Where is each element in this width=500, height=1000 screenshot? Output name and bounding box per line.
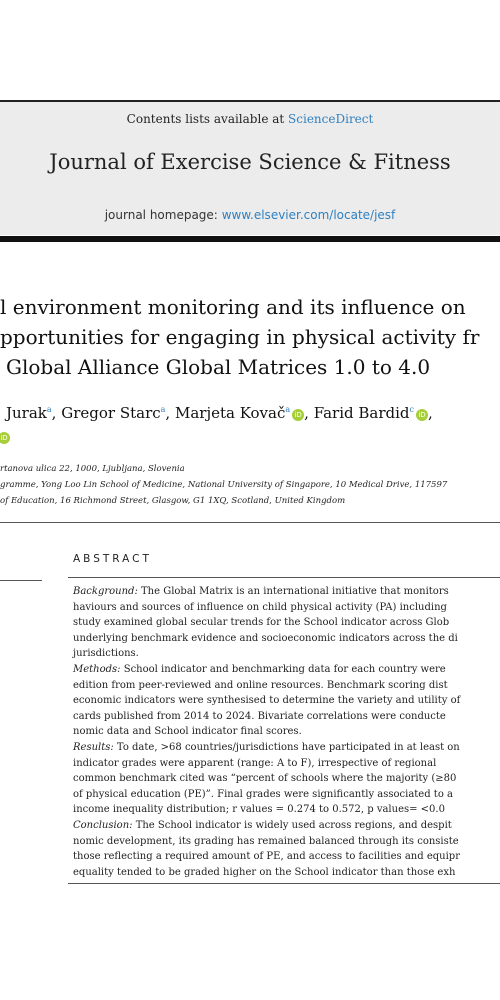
abstract-heading: ABSTRACT — [73, 553, 152, 565]
abstract-line-text: edition from peer-reviewed and online resources. Benchmark scoring dist — [73, 679, 448, 691]
abstract-line-text: haviours and sources of influence on child physical activity (PA) including — [73, 601, 447, 613]
abstract-line-text: jurisdictions. — [73, 648, 139, 660]
abstract-section-label: Conclusion: — [73, 820, 133, 831]
orcid-icon[interactable]: iD — [0, 432, 10, 444]
contents-prefix: Contents lists available at — [126, 112, 285, 126]
affiliation-line: of Education, 16 Richmond Street, Glasgow, G1 1XQ, Scotland, United Kingdom — [0, 496, 346, 506]
abstract-line-text: To date, >68 countries/jurisdictions have participated in at least on — [113, 742, 460, 753]
homepage-prefix: journal homepage: — [104, 208, 218, 222]
abstract-line — [73, 837, 459, 847]
orcid-icon[interactable]: iD — [416, 409, 428, 421]
abstract-line — [73, 681, 448, 691]
abstract-line — [73, 727, 302, 737]
abstract-line — [73, 696, 460, 706]
abstract-line-text: those reflecting a required amount of PE, and access to facilities and equipr — [73, 851, 460, 863]
article-title-line-3: Global Alliance Global Matrices 1.0 to 4.0 — [6, 355, 431, 379]
abstract-line — [73, 712, 446, 722]
abstract-line — [73, 868, 455, 878]
affiliation-marker: a — [46, 405, 52, 414]
affiliation-line: gramme, Yong Loo Lin School of Medicine, National University of Singapore, 10 Medical Drive, 117597 — [0, 480, 448, 490]
abstract-line — [73, 852, 460, 862]
abstract-top-rule — [68, 577, 500, 578]
author-list: Jurak$^a$, Gregor Starc$^a$, Marjeta Kovač$^a$iD , Farid Bardid$^c$iD , — [6, 404, 433, 422]
orcid-icon[interactable]: iD — [292, 409, 304, 421]
header-bottom-rule — [0, 236, 500, 242]
homepage-link[interactable]: www.elsevier.com/locate/jesf — [221, 208, 396, 222]
abstract-line-text: nomic development, its grading has remained balanced through its consiste — [73, 835, 459, 847]
affiliation-marker: c — [409, 405, 414, 414]
abstract-line — [73, 603, 447, 613]
abstract-line — [73, 634, 458, 644]
sciencedirect-link[interactable]: ScienceDirect — [288, 112, 374, 126]
article-title-line-1: l environment monitoring and its influence on — [0, 295, 466, 319]
abstract-line-text: equality tended to be graded higher on the School indicator than those exh — [73, 866, 456, 878]
abstract-line-text: cards published from 2014 to 2024. Bivariate correlations were conducte — [73, 710, 446, 722]
affiliation-marker: a — [285, 405, 291, 414]
abstract-section-label: Background: — [73, 586, 138, 597]
abstract-line-text: common benchmark cited was “percent of schools where the majority (≥80 — [73, 773, 457, 785]
abstract-line — [73, 743, 460, 753]
abstract-line — [73, 821, 452, 831]
author-name[interactable]: Farid Bardid — [313, 404, 410, 422]
abstract-line-text: nomic data and School indicator final scores. — [73, 726, 302, 738]
abstract-line — [73, 618, 449, 628]
abstract-bottom-rule — [68, 883, 500, 884]
abstract-line-text: economic indicators were synthesised to determine the variety and utility of — [73, 695, 461, 707]
affiliation-rule — [0, 522, 500, 523]
author-name[interactable]: Gregor Starc — [61, 404, 161, 422]
author-name[interactable]: Jurak — [6, 404, 47, 422]
abstract-line — [73, 759, 436, 769]
abstract-line — [73, 790, 453, 800]
contents-line — [0, 112, 500, 126]
abstract-line — [73, 774, 456, 784]
article-title-line-2: pportunities for engaging in physical activity fr — [0, 325, 480, 349]
abstract-line — [73, 587, 449, 597]
abstract-line-text: income inequality distribution; r values = 0.274 to 0.572, p values= <0.0 — [73, 804, 445, 816]
article-info-rule — [0, 580, 42, 581]
journal-title: Journal of Exercise Science & Fitness — [49, 150, 451, 174]
journal-homepage-line — [0, 208, 500, 222]
abstract-section-label: Methods: — [73, 664, 121, 675]
author-name[interactable]: Marjeta Kovač — [174, 404, 286, 422]
abstract-line-text: of physical education (PE)”. Final grades were significantly associated to a — [73, 788, 453, 800]
abstract-line-text: indicator grades were apparent (range: A to F), irrespective of regional — [73, 757, 437, 769]
abstract-line-text: study examined global secular trends for the School indicator across Glob — [73, 617, 450, 629]
affiliation-marker: a — [160, 405, 166, 414]
abstract-line-text: The Global Matrix is an international initiative that monitors — [137, 586, 449, 597]
abstract-line-text: underlying benchmark evidence and socioeconomic indicators across the di — [73, 632, 458, 644]
abstract-section-label: Results: — [73, 742, 114, 753]
abstract-line — [73, 649, 139, 659]
abstract-line-text: The School indicator is widely used across regions, and despit — [132, 820, 452, 831]
abstract-line — [73, 665, 446, 675]
affiliation-line: rtanova ulica 22, 1000, Ljubljana, Slovenia — [0, 464, 185, 474]
abstract-line-text: School indicator and benchmarking data for each country were — [120, 664, 446, 675]
abstract-line — [73, 805, 445, 815]
